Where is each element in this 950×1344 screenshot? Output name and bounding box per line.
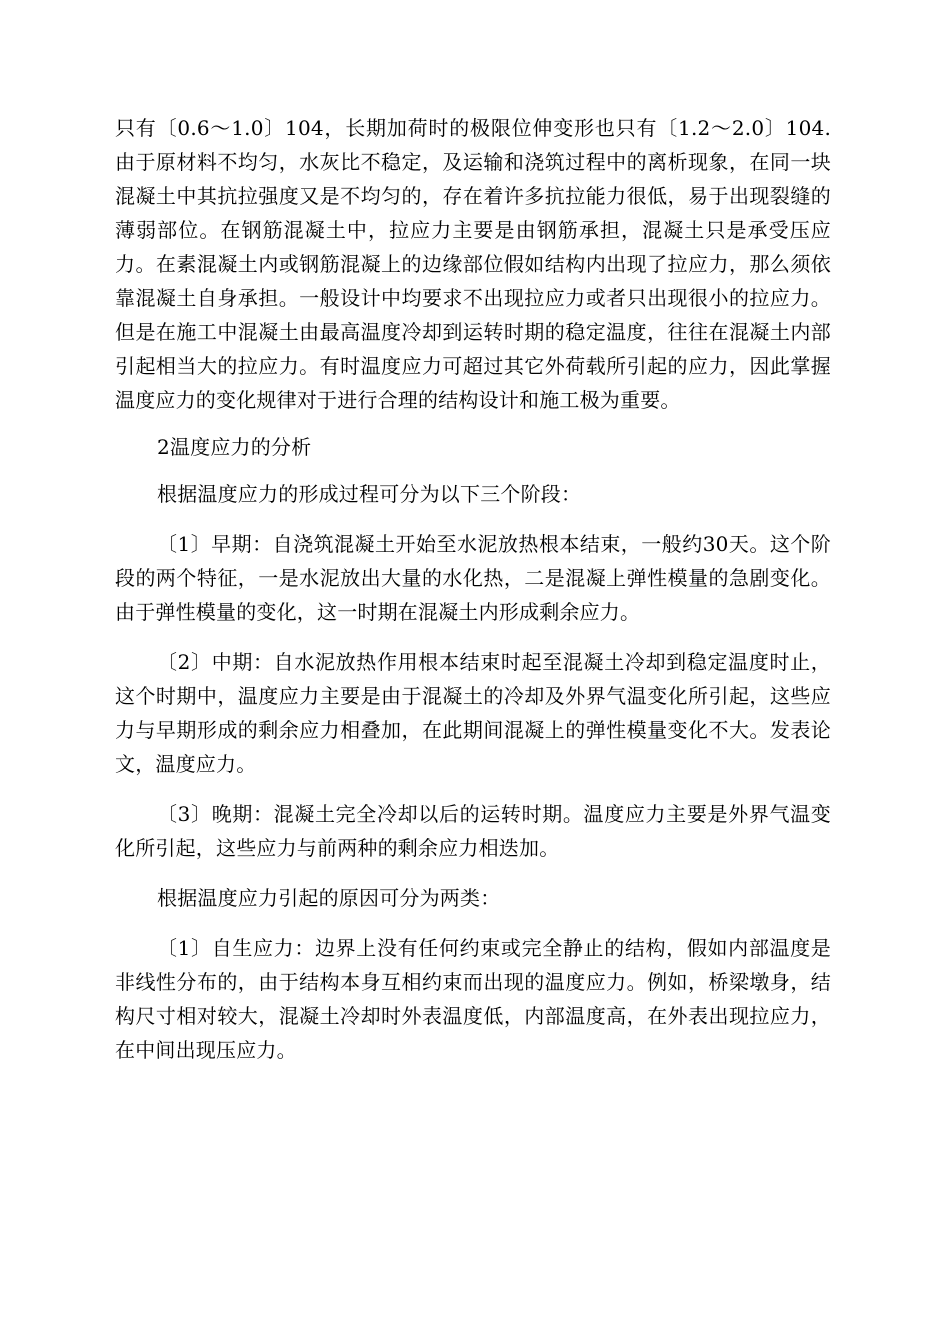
paragraph-self-generated-stress: 〔1〕自生应力：边界上没有任何约束或完全静止的结构，假如内部温度是非线性分布的，由于结构本身互相约束而出现的温度应力。例如，桥梁墩身，结构尺寸相对较大，混凝土冷却时外表温度低，内部温度高，在外表出现拉应力，在中间出现压应力。 — [115, 936, 831, 1062]
paragraph-stage-middle: 〔2〕中期：自水泥放热作用根本结束时起至混凝土冷却到稳定温度时止，这个时期中，温度应力主要是由于混凝土的冷却及外界气温变化所引起，这些应力与早期形成的剩余应力相叠加，在此期间混凝上的弹性模量变化不大。发表论文，温度应力。 — [115, 650, 831, 776]
paragraph-three-stages-intro: 根据温度应力的形成过程可分为以下三个阶段： — [157, 482, 582, 506]
paragraph-two-causes-intro: 根据温度应力引起的原因可分为两类： — [157, 886, 501, 910]
section-heading-temperature-stress-analysis: 2温度应力的分析 — [157, 435, 312, 459]
document-page — [115, 111, 831, 1067]
paragraph-stage-late: 〔3〕晚期：混凝土完全冷却以后的运转时期。温度应力主要是外界气温变化所引起，这些应力与前两种的剩余应力相迭加。 — [115, 802, 831, 860]
paragraph-stage-early: 〔1〕早期：自浇筑混凝土开始至水泥放热根本结束，一般约30天。这个阶段的两个特征，一是水泥放出大量的水化热，二是混凝上弹性模量的急剧变化。由于弹性模量的变化，这一时期在混凝土内形成剩余应力。 — [115, 532, 831, 624]
paragraph-intro-continuation: 只有〔0.6～1.0〕104，长期加荷时的极限位伸变形也只有〔1.2～2.0〕104.由于原材料不均匀，水灰比不稳定，及运输和浇筑过程中的离析现象，在同一块混凝土中其抗拉强度又是不均匀的，存在着许多抗拉能力很低，易于出现裂缝的薄弱部位。在钢筋混凝土中，拉应力主要是由钢筋承担，混凝土只是承受压应力。在素混凝土内或钢筋混凝上的边缘部位假如结构内出现了拉应力，那么须依靠混凝土自身承担。一般设计中均要求不出现拉应力或者只出现很小的拉应力。但是在施工中混凝土由最高温度冷却到运转时期的稳定温度，往往在混凝土内部引起相当大的拉应力。有时温度应力可超过其它外荷载所引起的应力，因此掌握温度应力的变化规律对于进行合理的结构设计和施工极为重要。 — [115, 116, 831, 412]
